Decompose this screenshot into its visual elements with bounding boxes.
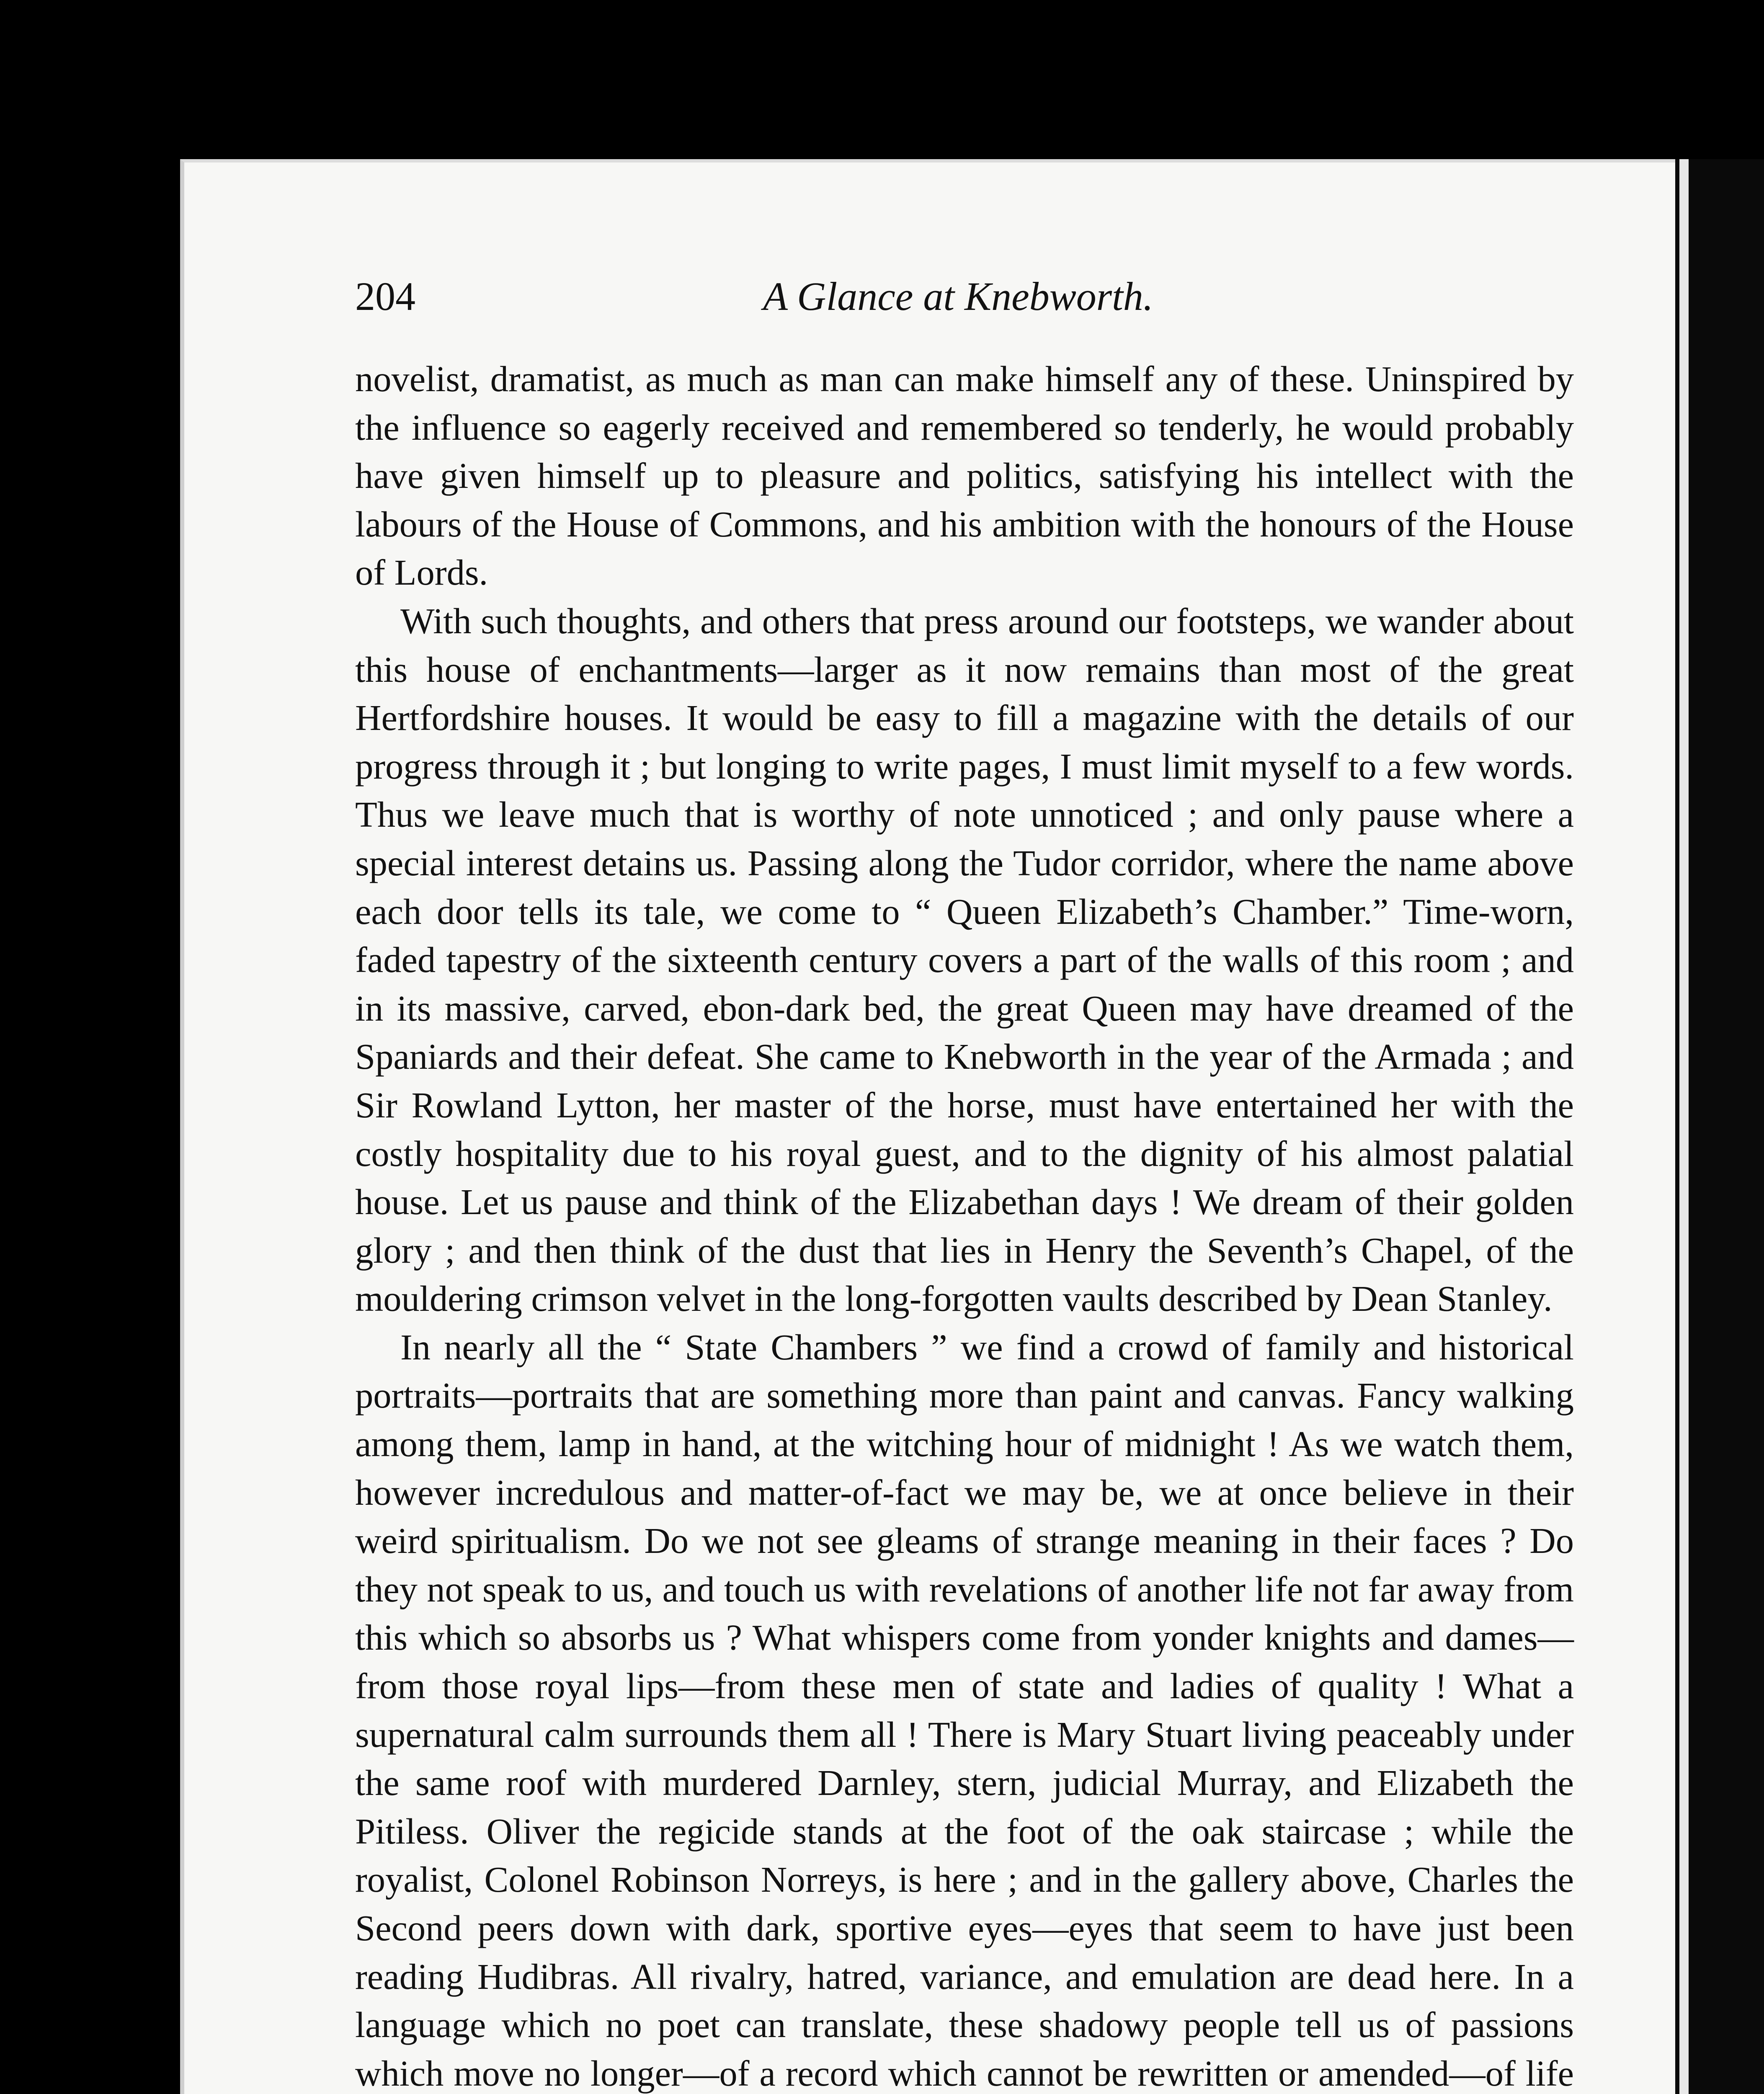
body-text [355, 355, 1574, 2094]
paragraph: novelist, dramatist, as much as man can make himself any of these. Uninspired by the influence so eagerly received and remembered so tenderly, he would probably have given himself up to pleasure and politics, satisfying his intellect with the labours of the House of Commons, and his ambition with the honours of the House of Lords. [355, 359, 1574, 593]
facing-page-sliver [1679, 159, 1689, 2094]
book-page [180, 159, 1675, 2094]
facing-page-edge [1675, 159, 1764, 2094]
running-head [355, 273, 1561, 332]
paragraph: With such thoughts, and others that press around our footsteps, we wander about this house of enchantments—larger as it now remains than most of the great Hertfordshire houses. It would be easy to fill a magazine with the details of our progress through it ; but longing to write pages, I must limit myself to a few words. Thus we leave much that is worthy of note unnoticed ; and only pause where a special interest detains us. Passing along the Tudor corridor, where the name above each door tells its tale, we come to “ Queen Elizabeth’s Chamber.” Time-worn, faded tapestry of the sixteenth century covers a part of the walls of this room ; and in its massive, carved, ebon-dark bed, the great Queen may have dreamed of the Spaniards and their defeat. She came to Knebworth in the year of the Armada ; and Sir Rowland Lytton, her master of the horse, must have entertained her with the costly hospitality due to his royal guest, and to the dignity of his almost palatial house. Let us pause and think of the Elizabethan days ! We dream of their golden glory ; and then think of the dust that lies in Henry the Seventh’s Chapel, of the mouldering crimson velvet in the long-forgotten vaults described by Dean Stanley. [355, 601, 1574, 1319]
page-number: 204 [355, 274, 415, 319]
running-title: A Glance at Knebworth. [763, 274, 1153, 319]
paragraph: In nearly all the “ State Chambers ” we find a crowd of family and historical portraits—portraits that are something more than paint and canvas. Fancy walking among them, lamp in hand, at the witching hour of midnight ! As we watch them, however incredulous and matter-of-fact we may be, we at once believe in their weird spiritualism. Do we not see gleams of strange meaning in their faces ? Do they not speak to us, and touch us with revelations of another life not far away from this which so absorbs us ? What whispers come from yonder knights and dames—from those royal lips—from these men of state and ladies of quality ! What a supernatural calm surrounds them all ! There is Mary Stuart living peaceably under the same roof with murdered Darnley, stern, judicial Murray, and Elizabeth the Pitiless. Oliver the regicide stands at the foot of the oak staircase ; while the royalist, Colonel Robinson Norreys, is here ; and in the gallery above, Charles the Second peers down with dark, sportive eyes—eyes that seem to have just been reading Hudibras. All rivalry, hatred, variance, and emulation are dead here. In a language which no poet can translate, these shadowy people tell us of passions which move no longer—of a record which cannot be rewritten or amended—of life [355, 1327, 1574, 2094]
